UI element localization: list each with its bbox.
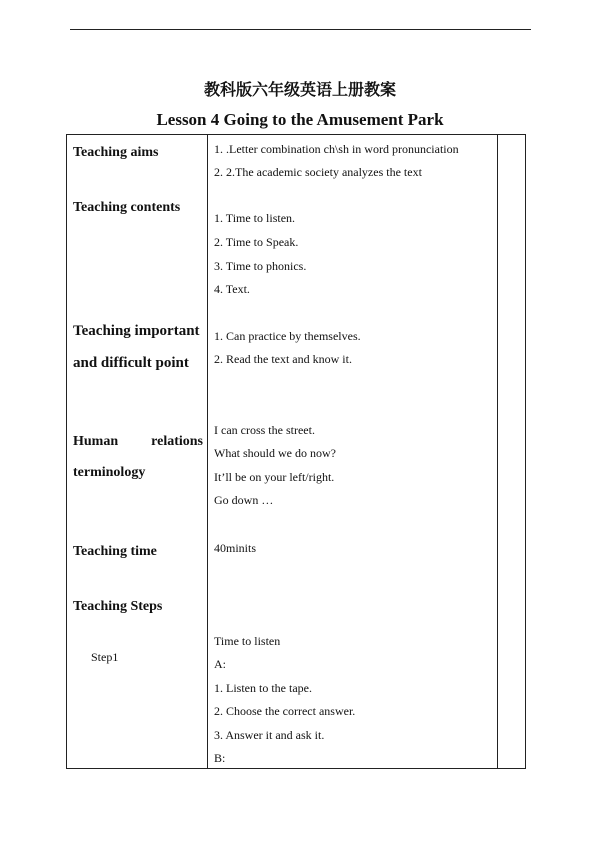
label-human-relations <box>73 434 203 450</box>
relations-item-4: Go down … <box>214 493 274 507</box>
aims-item-1: 1. .Letter combination ch\sh in word pronunciation <box>214 142 459 156</box>
step1-label: Step1 <box>91 650 119 664</box>
contents-item-1: 1. Time to listen. <box>214 211 296 225</box>
label-teaching-steps: Teaching Steps <box>73 599 163 614</box>
document-title-chinese: 教科版六年级英语上册教案 <box>203 80 396 99</box>
contents-item-2: 2. Time to Speak. <box>214 235 299 249</box>
relations-item-2: What should we do now? <box>214 446 336 460</box>
steps-item-5: 3. Answer it and ask it. <box>214 728 325 742</box>
column-divider-right <box>497 135 498 768</box>
important-item-1: 1. Can practice by themselves. <box>214 329 361 343</box>
label-important-line1: Teaching important <box>73 323 200 339</box>
lesson-title: Lesson 4 Going to the Amusement Park <box>156 110 444 129</box>
aims-item-2: 2. 2.The academic society analyzes the text <box>214 165 422 179</box>
steps-item-4: 2. Choose the correct answer. <box>214 704 356 718</box>
steps-item-6: B: <box>214 751 226 765</box>
label-teaching-time: Teaching time <box>73 544 157 559</box>
steps-item-1: Time to listen <box>214 634 281 648</box>
steps-item-3: 1. Listen to the tape. <box>214 681 312 695</box>
label-human-word: Human <box>73 434 119 449</box>
relations-item-3: It’ll be on your left/right. <box>214 470 335 484</box>
label-teaching-contents: Teaching contents <box>73 200 181 215</box>
contents-item-4: 4. Text. <box>214 282 250 296</box>
steps-item-2: A: <box>214 657 226 671</box>
teaching-time-value: 40minits <box>214 541 257 555</box>
label-important-line2: and difficult point <box>73 355 189 371</box>
contents-item-3: 3. Time to phonics. <box>214 259 307 273</box>
top-rule <box>70 29 531 30</box>
label-relations-word: relations <box>151 434 203 449</box>
important-item-2: 2. Read the text and know it. <box>214 352 352 366</box>
lesson-plan-table <box>66 134 526 769</box>
relations-item-1: I can cross the street. <box>214 423 315 437</box>
column-divider-left <box>207 135 208 768</box>
label-terminology: terminology <box>73 465 146 480</box>
label-teaching-aims: Teaching aims <box>73 145 159 160</box>
